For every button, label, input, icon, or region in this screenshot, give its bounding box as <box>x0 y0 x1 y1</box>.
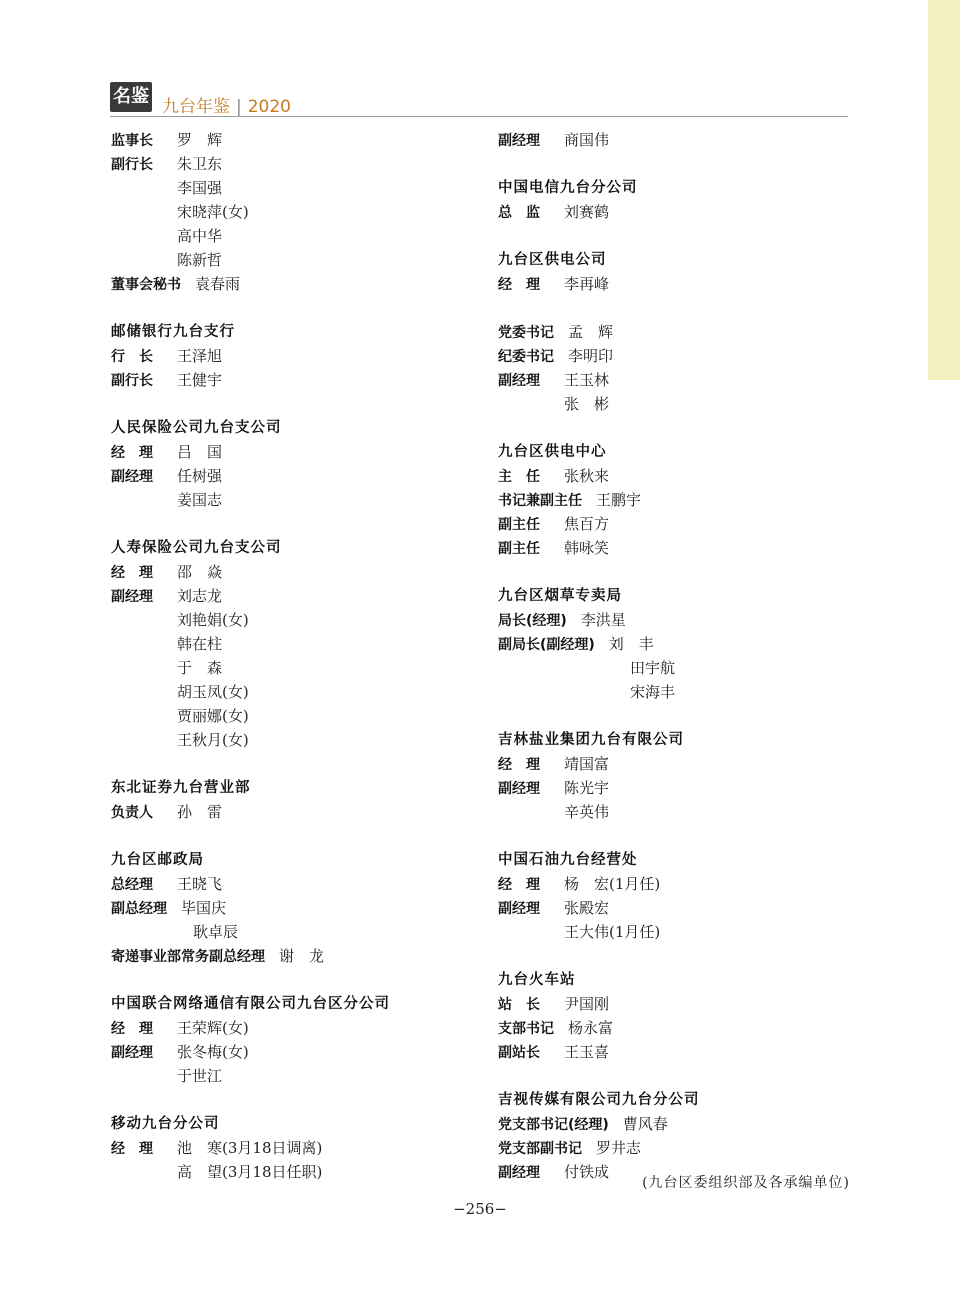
role-label: 副经理 <box>498 781 540 797</box>
person-name: 李再峰 <box>564 275 610 293</box>
person-name: 罗 辉 <box>177 131 223 149</box>
person-name: 尹国刚 <box>564 995 610 1013</box>
role-label: 副经理 <box>498 373 540 389</box>
list-item <box>498 464 858 488</box>
list-item <box>111 800 461 824</box>
source-note: (九台区委组织部及各承编单位) <box>642 1175 850 1191</box>
role-label: 负责人 <box>111 805 153 821</box>
person-name: 胡玉凤(女) <box>177 683 249 701</box>
list-item <box>111 704 461 728</box>
role-label: 副总经理 <box>111 901 167 917</box>
list-item <box>498 800 858 824</box>
role-label: 主 任 <box>498 469 540 485</box>
person-name: 袁春雨 <box>195 275 241 293</box>
yearbook-logo: 名鉴 <box>110 82 152 112</box>
list-item <box>498 512 858 536</box>
right-column <box>498 128 858 1184</box>
list-item <box>498 344 858 368</box>
role-label: 书记兼副主任 <box>498 493 582 509</box>
list-item <box>498 896 858 920</box>
person-name: 刘 丰 <box>608 635 654 653</box>
person-name: 耿卓辰 <box>193 923 239 941</box>
organization-heading: 九台区供电公司 <box>498 252 607 268</box>
person-name: 刘赛鹤 <box>564 203 610 221</box>
left-column <box>111 128 461 1184</box>
role-label: 监事长 <box>111 133 153 149</box>
person-name: 任树强 <box>177 467 223 485</box>
role-label: 党支部书记(经理) <box>498 1117 609 1133</box>
list-item <box>498 680 858 704</box>
list-item <box>498 1040 858 1064</box>
list-item <box>111 1136 461 1160</box>
list-item <box>111 656 461 680</box>
person-name: 焦百方 <box>564 515 610 533</box>
organization-heading: 九台区供电中心 <box>498 444 607 460</box>
person-name: 田宇航 <box>630 659 676 677</box>
role-label: 党支部副书记 <box>498 1141 582 1157</box>
book-title-text: 九台年鉴 <box>162 97 230 117</box>
list-item <box>498 920 858 944</box>
person-name: 靖国富 <box>564 755 610 773</box>
person-name: 王秋月(女) <box>177 731 249 749</box>
list-item <box>111 944 461 968</box>
person-name: 刘志龙 <box>177 587 223 605</box>
list-item <box>498 992 858 1016</box>
organization-heading: 九台火车站 <box>498 972 576 988</box>
role-label: 经 理 <box>111 445 153 461</box>
list-item <box>498 1016 858 1040</box>
list-item <box>111 200 461 224</box>
person-name: 刘艳娟(女) <box>177 611 249 629</box>
person-name: 罗井志 <box>596 1139 642 1157</box>
list-item <box>111 584 461 608</box>
organization-heading: 人民保险公司九台支公司 <box>111 420 282 436</box>
list-item <box>111 152 461 176</box>
person-name: 韩在柱 <box>177 635 223 653</box>
person-name: 毕国庆 <box>181 899 227 917</box>
list-item <box>111 560 461 584</box>
title-separator: | <box>236 97 242 117</box>
person-name: 陈光宇 <box>564 779 610 797</box>
list-item <box>498 656 858 680</box>
person-name: 邵 焱 <box>177 563 223 581</box>
person-name: 杨永富 <box>568 1019 614 1037</box>
page-number: −256− <box>453 1200 507 1218</box>
role-label: 经 理 <box>111 1021 153 1037</box>
person-name: 吕 国 <box>177 443 223 461</box>
person-name: 于 森 <box>177 659 223 677</box>
person-name: 李洪星 <box>580 611 626 629</box>
role-label: 副行长 <box>111 157 153 173</box>
list-item <box>111 176 461 200</box>
list-item <box>111 632 461 656</box>
person-name: 付铁成 <box>564 1163 610 1181</box>
list-item <box>498 776 858 800</box>
role-label: 副经理 <box>498 133 540 149</box>
role-label: 经 理 <box>498 877 540 893</box>
list-item <box>498 872 858 896</box>
person-name: 朱卫东 <box>177 155 223 173</box>
role-label: 站 长 <box>498 997 540 1013</box>
organization-heading: 移动九台分公司 <box>111 1116 220 1132</box>
list-item <box>111 464 461 488</box>
person-name: 高 望(3月18日任职) <box>177 1163 323 1181</box>
organization-heading: 九台区烟草专卖局 <box>498 588 622 604</box>
list-item <box>111 920 461 944</box>
person-name: 张秋来 <box>564 467 610 485</box>
book-year: 2020 <box>247 97 291 117</box>
role-label: 副行长 <box>111 373 153 389</box>
list-item <box>498 200 858 224</box>
role-label: 寄递事业部常务副总经理 <box>111 949 265 965</box>
person-name: 李明印 <box>568 347 614 365</box>
list-item <box>498 392 858 416</box>
role-label: 支部书记 <box>498 1021 554 1037</box>
list-item <box>111 224 461 248</box>
person-name: 王荣辉(女) <box>177 1019 249 1037</box>
organization-heading: 中国电信九台分公司 <box>498 180 638 196</box>
person-name: 王玉喜 <box>564 1043 610 1061</box>
person-name: 王晓飞 <box>177 875 223 893</box>
role-label: 经 理 <box>498 277 540 293</box>
list-item <box>498 272 858 296</box>
list-item <box>111 1160 461 1184</box>
person-name: 王健宇 <box>177 371 223 389</box>
person-name: 贾丽娜(女) <box>177 707 249 725</box>
person-name: 宋海丰 <box>630 683 676 701</box>
role-label: 经 理 <box>111 565 153 581</box>
person-name: 李国强 <box>177 179 223 197</box>
list-item <box>498 320 858 344</box>
organization-heading: 人寿保险公司九台支公司 <box>111 540 282 556</box>
person-name: 谢 龙 <box>279 947 325 965</box>
list-item <box>498 632 858 656</box>
list-item <box>111 488 461 512</box>
person-name: 于世江 <box>177 1067 223 1085</box>
list-item <box>111 440 461 464</box>
list-item <box>498 536 858 560</box>
list-item <box>111 248 461 272</box>
person-name: 王泽旭 <box>177 347 223 365</box>
organization-heading: 邮储银行九台支行 <box>111 324 235 340</box>
person-name: 辛英伟 <box>564 803 610 821</box>
role-label: 副经理 <box>111 469 153 485</box>
organization-heading: 中国石油九台经营处 <box>498 852 638 868</box>
list-item <box>498 488 858 512</box>
person-name: 孟 辉 <box>568 323 614 341</box>
list-item <box>111 728 461 752</box>
list-item <box>111 368 461 392</box>
person-name: 杨 宏(1月任) <box>564 875 661 893</box>
role-label: 总经理 <box>111 877 153 893</box>
person-name: 王鹏宇 <box>596 491 642 509</box>
list-item <box>111 128 461 152</box>
list-item <box>498 752 858 776</box>
list-item <box>111 272 461 296</box>
person-name: 曹风春 <box>622 1115 668 1133</box>
role-label: 副站长 <box>498 1045 540 1061</box>
role-label: 副主任 <box>498 541 540 557</box>
list-item <box>111 896 461 920</box>
list-item <box>498 128 858 152</box>
list-item <box>498 368 858 392</box>
list-item <box>111 872 461 896</box>
person-name: 高中华 <box>177 227 223 245</box>
organization-heading: 九台区邮政局 <box>111 852 204 868</box>
list-item <box>111 608 461 632</box>
book-title <box>162 92 291 117</box>
person-name: 张 彬 <box>564 395 610 413</box>
organization-heading: 中国联合网络通信有限公司九台区分公司 <box>111 996 390 1012</box>
list-item <box>111 1064 461 1088</box>
organization-heading: 东北证券九台营业部 <box>111 780 251 796</box>
list-item <box>111 680 461 704</box>
role-label: 总 监 <box>498 205 540 221</box>
person-name: 姜国志 <box>177 491 223 509</box>
person-name: 宋晓萍(女) <box>177 203 249 221</box>
role-label: 局长(经理) <box>498 613 567 629</box>
role-label: 副主任 <box>498 517 540 533</box>
role-label: 副经理 <box>111 1045 153 1061</box>
role-label: 经 理 <box>111 1141 153 1157</box>
list-item <box>498 1112 858 1136</box>
role-label: 经 理 <box>498 757 540 773</box>
role-label: 纪委书记 <box>498 349 554 365</box>
organization-heading: 吉林盐业集团九台有限公司 <box>498 732 684 748</box>
person-name: 孙 雷 <box>177 803 223 821</box>
person-name: 商国伟 <box>564 131 610 149</box>
list-item <box>111 1016 461 1040</box>
role-label: 董事会秘书 <box>111 277 181 293</box>
person-name: 陈新哲 <box>177 251 223 269</box>
person-name: 王玉林 <box>564 371 610 389</box>
person-name: 池 寒(3月18日调离) <box>177 1139 323 1157</box>
list-item <box>111 344 461 368</box>
side-tab <box>928 0 960 380</box>
person-name: 韩咏笑 <box>564 539 610 557</box>
person-name: 王大伟(1月任) <box>564 923 661 941</box>
list-item <box>498 608 858 632</box>
role-label: 党委书记 <box>498 325 554 341</box>
person-name: 张冬梅(女) <box>177 1043 249 1061</box>
role-label: 行 长 <box>111 349 153 365</box>
list-item <box>111 1040 461 1064</box>
role-label: 副经理 <box>111 589 153 605</box>
role-label: 副经理 <box>498 1165 540 1181</box>
page-header <box>110 80 848 117</box>
list-item <box>498 1136 858 1160</box>
role-label: 副经理 <box>498 901 540 917</box>
organization-heading: 吉视传媒有限公司九台分公司 <box>498 1092 700 1108</box>
role-label: 副局长(副经理) <box>498 637 595 653</box>
person-name: 张殿宏 <box>564 899 610 917</box>
